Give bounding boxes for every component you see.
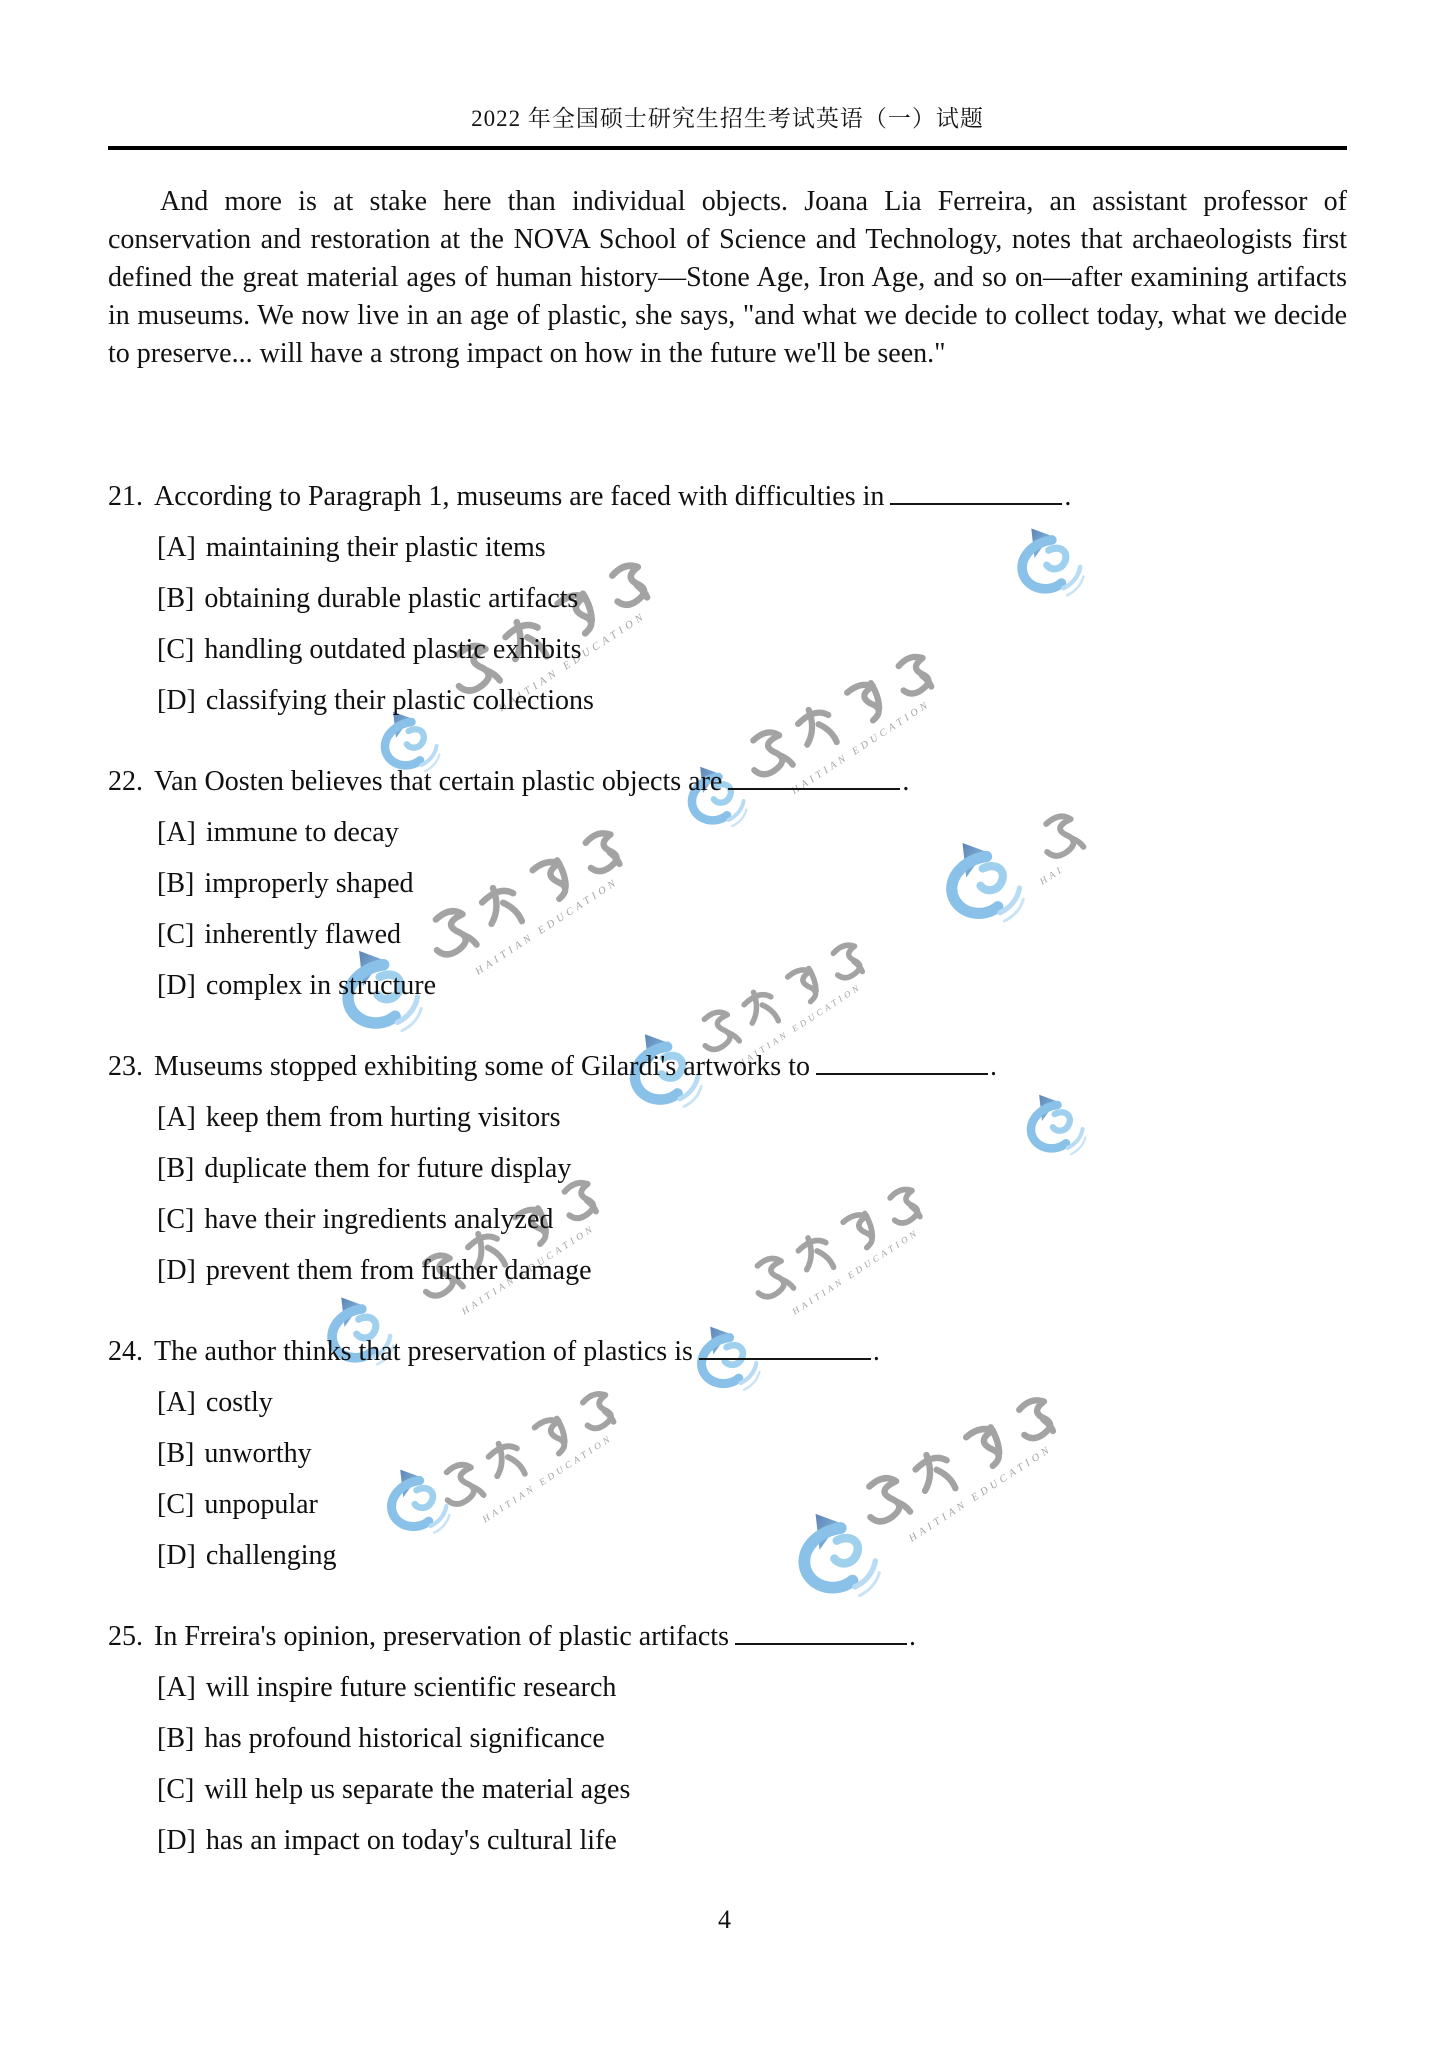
option-text: have their ingredients analyzed	[204, 1204, 554, 1235]
option-B	[108, 1713, 1347, 1764]
option-text: keep them from hurting visitors	[205, 1102, 561, 1133]
option-label: [A]	[157, 817, 196, 848]
stem-period: .	[1064, 481, 1072, 512]
option-text: will inspire future scientific research	[205, 1672, 617, 1703]
option-label: [C]	[157, 1204, 195, 1235]
option-text: unworthy	[204, 1438, 312, 1469]
question-text: Museums stopped exhibiting some of Gilardi's artworks to	[154, 1051, 810, 1082]
option-label: [B]	[157, 583, 195, 614]
option-text: maintaining their plastic items	[205, 532, 546, 563]
option-label: [D]	[157, 1255, 196, 1286]
option-D	[108, 1245, 1347, 1296]
option-label: [B]	[157, 868, 195, 899]
option-C	[108, 1479, 1347, 1530]
question-number: 22.	[108, 766, 143, 797]
question-block	[108, 1611, 1347, 1866]
question-stem	[108, 1041, 1347, 1092]
option-C	[108, 909, 1347, 960]
question-number: 25.	[108, 1621, 143, 1652]
question-options	[108, 1092, 1347, 1296]
question-text: In Frreira's opinion, preservation of plastic artifacts	[154, 1621, 729, 1652]
option-label: [A]	[157, 1387, 196, 1418]
option-label: [A]	[157, 1672, 196, 1703]
page-title: 2022 年全国硕士研究生招生考试英语（一）试题	[471, 106, 984, 131]
question-text: According to Paragraph 1, museums are faced with difficulties in	[154, 481, 885, 512]
question-text: Van Oosten believes that certain plastic objects are	[154, 766, 723, 797]
option-label: [C]	[157, 1489, 195, 1520]
option-D	[108, 1815, 1347, 1866]
answer-blank	[735, 1615, 907, 1645]
option-text: classifying their plastic collections	[205, 685, 594, 716]
option-text: complex in structure	[205, 970, 437, 1001]
answer-blank	[890, 475, 1062, 505]
question-number: 21.	[108, 481, 143, 512]
question-stem	[108, 1326, 1347, 1377]
option-text: costly	[205, 1387, 273, 1418]
option-A	[108, 522, 1347, 573]
option-label: [A]	[157, 532, 196, 563]
option-label: [D]	[157, 685, 196, 716]
question-block	[108, 471, 1347, 726]
option-label: [A]	[157, 1102, 196, 1133]
option-text: challenging	[205, 1540, 337, 1571]
questions	[108, 471, 1347, 1866]
option-label: [D]	[157, 1825, 196, 1856]
question-block	[108, 1326, 1347, 1581]
option-A	[108, 1662, 1347, 1713]
question-options	[108, 807, 1347, 1011]
answer-blank	[728, 760, 900, 790]
option-label: [B]	[157, 1723, 195, 1754]
exam-passage: And more is at stake here than individual objects. Joana Lia Ferreira, an assistant professor of conservation and restoration at the NOVA School of Science and Technology, notes that archaeologists first defined the great material ages of human history—Stone Age, Iron Age, and so on—after examining artifacts in museums. We now live in an age of plastic, she says, "and what we decide to collect today, what we decide to preserve... will have a strong impact on how in the future we'll be seen."	[108, 186, 1347, 369]
option-C	[108, 1194, 1347, 1245]
answer-blank	[816, 1045, 988, 1075]
question-number: 24.	[108, 1336, 143, 1367]
stem-period: .	[902, 766, 910, 797]
option-B	[108, 1428, 1347, 1479]
answer-blank	[699, 1330, 871, 1360]
stem-period: .	[989, 1051, 997, 1082]
option-label: [D]	[157, 1540, 196, 1571]
option-label: [C]	[157, 1774, 195, 1805]
option-text: duplicate them for future display	[204, 1153, 572, 1184]
page-content	[108, 0, 1347, 1866]
option-A	[108, 1377, 1347, 1428]
option-D	[108, 1530, 1347, 1581]
question-options	[108, 522, 1347, 726]
stem-period: .	[872, 1336, 880, 1367]
option-text: has an impact on today's cultural life	[205, 1825, 617, 1856]
option-label: [B]	[157, 1438, 195, 1469]
option-D	[108, 675, 1347, 726]
option-B	[108, 573, 1347, 624]
question-options	[108, 1377, 1347, 1581]
option-text: immune to decay	[205, 817, 399, 848]
option-text: prevent them from further damage	[205, 1255, 592, 1286]
question-block	[108, 756, 1347, 1011]
question-number: 23.	[108, 1051, 143, 1082]
option-text: unpopular	[204, 1489, 318, 1520]
option-text: handling outdated plastic exhibits	[204, 634, 582, 665]
question-stem	[108, 1611, 1347, 1662]
option-C	[108, 624, 1347, 675]
question-text: The author thinks that preservation of plastics is	[154, 1336, 693, 1367]
stem-period: .	[908, 1621, 916, 1652]
question-block	[108, 1041, 1347, 1296]
option-text: will help us separate the material ages	[204, 1774, 631, 1805]
option-A	[108, 1092, 1347, 1143]
question-stem	[108, 471, 1347, 522]
option-label: [D]	[157, 970, 196, 1001]
option-label: [B]	[157, 1153, 195, 1184]
header-rule	[108, 146, 1347, 150]
question-options	[108, 1662, 1347, 1866]
option-B	[108, 1143, 1347, 1194]
option-text: has profound historical significance	[204, 1723, 605, 1754]
option-A	[108, 807, 1347, 858]
option-text: inherently flawed	[204, 919, 402, 950]
option-B	[108, 858, 1347, 909]
option-D	[108, 960, 1347, 1011]
question-stem	[108, 756, 1347, 807]
option-label: [C]	[157, 919, 195, 950]
option-C	[108, 1764, 1347, 1815]
option-label: [C]	[157, 634, 195, 665]
option-text: obtaining durable plastic artifacts	[204, 583, 579, 614]
option-text: improperly shaped	[204, 868, 414, 899]
page-number: 4	[718, 1905, 731, 1934]
